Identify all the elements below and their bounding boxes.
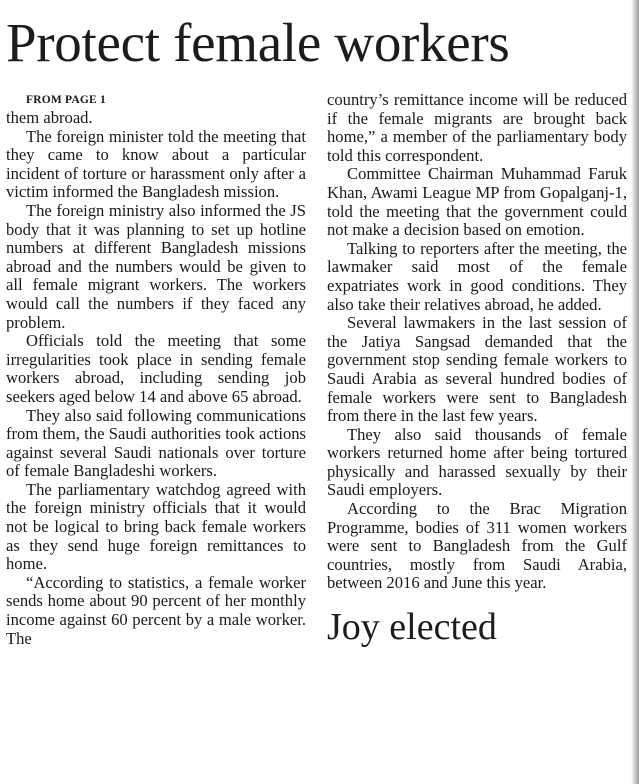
- jump-line: FROM PAGE 1: [26, 94, 106, 106]
- next-article-headline: Joy elected: [327, 606, 497, 649]
- paragraph: country’s remittance income will be reduced if the female migrants are brought back home,” a member of the parliamentary body told this correspondent.: [327, 90, 627, 165]
- article-column-right: [327, 91, 627, 649]
- paragraph: Several lawmakers in the last session of the Jatiya Sangsad demanded that the government stop sending female workers to Saudi Arabia as several hundred bodies of female workers were sent to Bangladesh from there in the last few years.: [327, 313, 627, 426]
- paragraph: According to the Brac Migration Programme, bodies of 311 women workers were sent to Bangladesh from the Gulf countries, mostly from Saudi Arabia, between 2016 and June this year.: [327, 499, 627, 593]
- paragraph: The foreign ministry also informed the JS body that it was planning to set up hotline numbers at different Bangladesh missions abroad and the numbers would be given to all female migrant workers. The workers would call the numbers if they faced any problem.: [6, 200, 306, 332]
- page-edge-shadow: [631, 0, 639, 784]
- paragraph: Talking to reporters after the meeting, the lawmaker said most of the female expatriates work in good conditions. They also take their relatives abroad, he added.: [327, 238, 627, 314]
- paragraph: They also said thousands of female workers returned home after being tortured physically and harassed sexually by their Saudi employers.: [327, 424, 627, 500]
- paragraph: The foreign minister told the meeting that they came to know about a particular incident of torture or harassment only after a victim informed the Bangladesh mission.: [6, 126, 306, 202]
- paragraph: They also said following communications from them, the Saudi authorities took actions against several Saudi nationals over torture of female Bangladeshi workers.: [6, 405, 306, 481]
- paragraph: “According to statistics, a female worker sends home about 90 percent of her monthly income against 60 percent by a male worker. The: [6, 572, 306, 648]
- paragraph: The parliamentary watchdog agreed with the foreign ministry officials that it would not be logical to bring back female workers as they send huge foreign remittances to home.: [6, 479, 306, 574]
- article-column-left: [6, 91, 306, 648]
- paragraph: them abroad.: [6, 108, 93, 127]
- headline: Protect female workers: [6, 12, 510, 73]
- paragraph: Committee Chairman Muhammad Faruk Khan, Awami League MP from Gopalganj-1, told the meeting that the government could not make a decision based on emotion.: [327, 164, 627, 240]
- paragraph: Officials told the meeting that some irregularities took place in sending female workers abroad, including sending job seekers aged below 14 and above 65 abroad.: [6, 331, 306, 406]
